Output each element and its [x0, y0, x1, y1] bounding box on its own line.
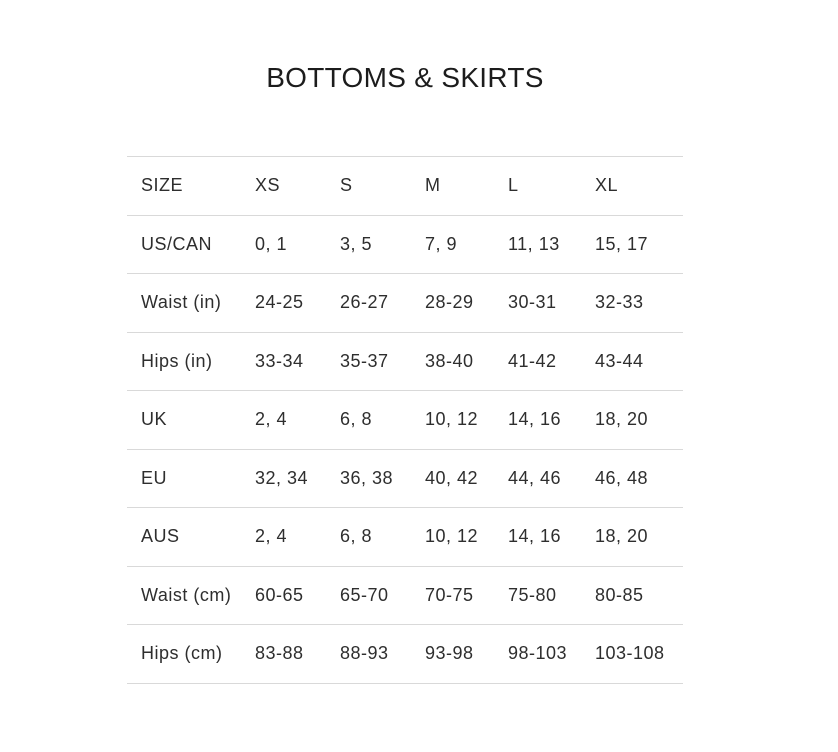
row-label: EU	[127, 449, 241, 508]
size-value: 3, 5	[326, 215, 411, 274]
size-value: 93-98	[411, 625, 494, 684]
size-value: 75-80	[494, 566, 581, 625]
size-value: 103-108	[581, 625, 683, 684]
size-value: 18, 20	[581, 391, 683, 450]
row-label: Waist (cm)	[127, 566, 241, 625]
size-value: 6, 8	[326, 391, 411, 450]
size-value: 41-42	[494, 332, 581, 391]
size-value: 10, 12	[411, 508, 494, 567]
size-value: 83-88	[241, 625, 326, 684]
column-header-xs: XS	[241, 157, 326, 216]
size-value: 35-37	[326, 332, 411, 391]
size-value: 98-103	[494, 625, 581, 684]
size-value: 38-40	[411, 332, 494, 391]
size-value: 18, 20	[581, 508, 683, 567]
size-value: 43-44	[581, 332, 683, 391]
size-value: 46, 48	[581, 449, 683, 508]
size-value: 2, 4	[241, 508, 326, 567]
size-value: 44, 46	[494, 449, 581, 508]
column-header-m: M	[411, 157, 494, 216]
size-value: 7, 9	[411, 215, 494, 274]
row-label: Waist (in)	[127, 274, 241, 333]
size-value: 33-34	[241, 332, 326, 391]
size-value: 88-93	[326, 625, 411, 684]
table-row-hips-cm	[127, 625, 683, 684]
row-label: UK	[127, 391, 241, 450]
row-label: US/CAN	[127, 215, 241, 274]
column-header-l: L	[494, 157, 581, 216]
size-value: 40, 42	[411, 449, 494, 508]
column-header-s: S	[326, 157, 411, 216]
header-row	[127, 157, 683, 216]
table-row-us-can	[127, 215, 683, 274]
row-label: AUS	[127, 508, 241, 567]
page-title: BOTTOMS & SKIRTS	[266, 62, 544, 93]
table-row-uk	[127, 391, 683, 450]
size-value: 24-25	[241, 274, 326, 333]
size-chart-table	[127, 156, 683, 684]
size-value: 80-85	[581, 566, 683, 625]
column-header-xl: XL	[581, 157, 683, 216]
size-value: 15, 17	[581, 215, 683, 274]
size-value: 10, 12	[411, 391, 494, 450]
table-row-waist-in	[127, 274, 683, 333]
size-value: 11, 13	[494, 215, 581, 274]
column-header-size: SIZE	[127, 157, 241, 216]
size-value: 0, 1	[241, 215, 326, 274]
size-value: 30-31	[494, 274, 581, 333]
table-row-hips-in	[127, 332, 683, 391]
size-value: 36, 38	[326, 449, 411, 508]
size-value: 6, 8	[326, 508, 411, 567]
row-label: Hips (in)	[127, 332, 241, 391]
table-row-aus	[127, 508, 683, 567]
table-row-waist-cm	[127, 566, 683, 625]
size-value: 65-70	[326, 566, 411, 625]
size-value: 32-33	[581, 274, 683, 333]
size-value: 26-27	[326, 274, 411, 333]
size-value: 14, 16	[494, 508, 581, 567]
table-row-eu	[127, 449, 683, 508]
size-value: 2, 4	[241, 391, 326, 450]
size-value: 28-29	[411, 274, 494, 333]
size-value: 60-65	[241, 566, 326, 625]
size-value: 14, 16	[494, 391, 581, 450]
size-value: 32, 34	[241, 449, 326, 508]
row-label: Hips (cm)	[127, 625, 241, 684]
size-value: 70-75	[411, 566, 494, 625]
